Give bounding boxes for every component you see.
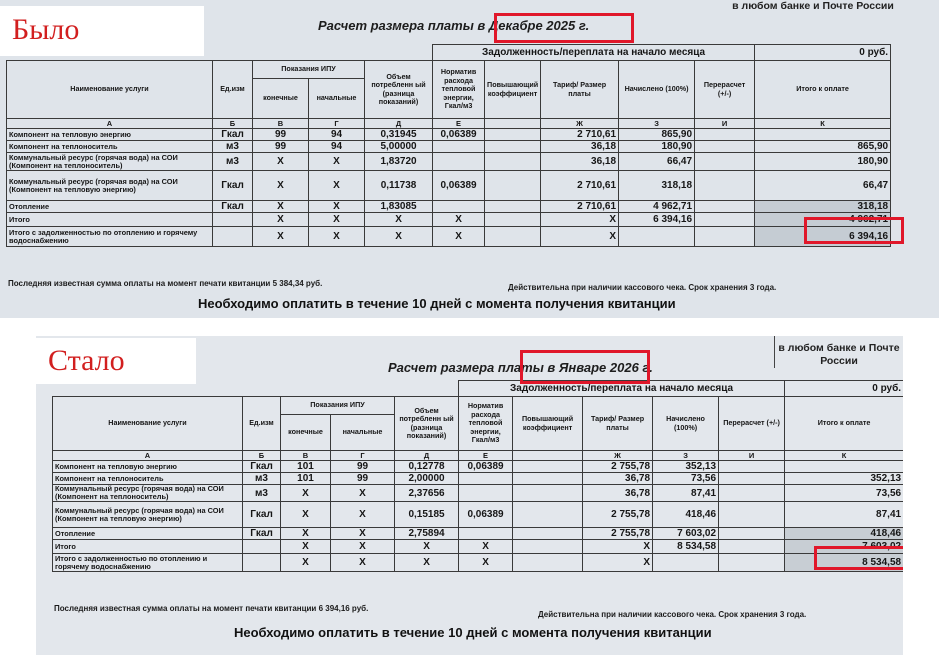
cell-recalc [695, 141, 755, 153]
row-heat-energy [53, 461, 904, 473]
letter-d: Д [365, 119, 433, 129]
cell-service: Коммунальный ресурс (горячая вода) на СОИ (Компонент на тепловую энергию) [7, 171, 213, 201]
cell-accrued: 66,47 [619, 153, 695, 171]
cell-volume: 0,31945 [365, 129, 433, 141]
cell-coef [513, 473, 583, 485]
bank-note: в любом банке и Почте России [732, 0, 894, 12]
cell-recalc [695, 227, 755, 247]
letter-d: Д [395, 451, 459, 461]
cell-accrued: 4 962,71 [619, 201, 695, 213]
cell-tariff: 36,18 [541, 153, 619, 171]
letter-a: А [53, 451, 243, 461]
cell-total: 4 962,71 [755, 213, 891, 227]
charges-table [52, 380, 903, 572]
row-heat-carrier [53, 473, 904, 485]
cell-volume: 5,00000 [365, 141, 433, 153]
cell-service: Итого [53, 540, 243, 554]
cell-recalc [695, 201, 755, 213]
cell-total: 87,41 [785, 502, 903, 528]
header-total: Итого к оплате [755, 61, 891, 119]
cell-tariff: X [541, 213, 619, 227]
caption-before: Было [0, 6, 204, 56]
cell-start: 94 [309, 129, 365, 141]
cell-end: X [281, 485, 331, 502]
letter-blank [513, 451, 583, 461]
cell-tariff: 36,18 [541, 141, 619, 153]
cell-norm [433, 141, 485, 153]
header-ipu-start: начальные [331, 415, 395, 451]
header-ipu-end: конечные [281, 415, 331, 451]
cell-unit: Гкал [243, 502, 281, 528]
cell-recalc [719, 502, 785, 528]
debt-label: Задолженность/переплата на начало месяца [433, 45, 755, 61]
letter-v: В [281, 451, 331, 461]
cell-total: 352,13 [785, 473, 903, 485]
cell-norm [433, 201, 485, 213]
cell-unit: м3 [243, 485, 281, 502]
row-soi-carrier [7, 153, 891, 171]
cell-unit: Гкал [213, 171, 253, 201]
header-volume: Объем потребленн ый (разница показаний) [365, 61, 433, 119]
row-total-with-debt [7, 227, 891, 247]
letter-z: З [653, 451, 719, 461]
header-norm: Норматив расхода тепловой энергии, Гкал/м3 [433, 61, 485, 119]
cell-total: 318,18 [755, 201, 891, 213]
header-recalc: Перерасчет (+/-) [719, 397, 785, 451]
cell-tariff: 2 755,78 [583, 461, 653, 473]
cell-total: 73,56 [785, 485, 903, 502]
cell-service: Отопление [7, 201, 213, 213]
cell-norm: 0,06389 [433, 129, 485, 141]
header-coef: Повышающий коэффициент [513, 397, 583, 451]
cell-tariff: 36,78 [583, 485, 653, 502]
header-unit: Ед.изм [213, 61, 253, 119]
cell-end: X [281, 528, 331, 540]
cell-recalc [695, 171, 755, 201]
letter-g: Г [309, 119, 365, 129]
header-total: Итого к оплате [785, 397, 903, 451]
cell-norm: X [433, 227, 485, 247]
header-accrued: Начислено (100%) [619, 61, 695, 119]
cell-coef [485, 141, 541, 153]
bank-note: в любом банке и Почте России [774, 336, 903, 368]
cell-end: 99 [253, 141, 309, 153]
cell-tariff: 2 710,61 [541, 171, 619, 201]
letter-z: З [619, 119, 695, 129]
cell-coef [485, 129, 541, 141]
cell-recalc [719, 461, 785, 473]
cell-service: Коммунальный ресурс (горячая вода) на СОИ (Компонент на теплоноситель) [53, 485, 243, 502]
cell-service: Коммунальный ресурс (горячая вода) на СОИ (Компонент на тепловую энергию) [53, 502, 243, 528]
row-subtotal [53, 540, 904, 554]
letter-k: К [785, 451, 903, 461]
header-ipu: Показания ИПУ [253, 61, 365, 79]
cell-accrued: 180,90 [619, 141, 695, 153]
cell-coef [485, 201, 541, 213]
letter-k: К [755, 119, 891, 129]
footer-last-payment: Последняя известная сумма оплаты на момент печати квитанции 6 394,16 руб. [54, 604, 369, 613]
cell-norm: 0,06389 [459, 461, 513, 473]
row-soi-energy [7, 171, 891, 201]
cell-unit: Гкал [213, 129, 253, 141]
cell-start: X [309, 201, 365, 213]
cell-total: 865,90 [755, 141, 891, 153]
cell-tariff: X [583, 554, 653, 572]
letter-b: Б [243, 451, 281, 461]
cell-coef [513, 554, 583, 572]
cell-coef [513, 528, 583, 540]
cell-recalc [719, 540, 785, 554]
cell-start: X [331, 485, 395, 502]
cell-service: Компонент на тепловую энергию [53, 461, 243, 473]
cell-norm: X [459, 540, 513, 554]
cell-accrued: 318,18 [619, 171, 695, 201]
cell-recalc [719, 528, 785, 540]
cell-tariff: 2 755,78 [583, 502, 653, 528]
cell-norm [433, 153, 485, 171]
cell-volume: X [365, 213, 433, 227]
cell-start: 99 [331, 461, 395, 473]
cell-accrued: 73,56 [653, 473, 719, 485]
charges-table [6, 44, 891, 247]
cell-service: Компонент на теплоноситель [53, 473, 243, 485]
letter-zh: Ж [583, 451, 653, 461]
receipt-before [0, 0, 939, 318]
cell-coef [513, 502, 583, 528]
cell-unit [243, 540, 281, 554]
header-unit: Ед.изм [243, 397, 281, 451]
cell-unit: м3 [213, 153, 253, 171]
cell-unit [243, 554, 281, 572]
cell-total: 418,46 [785, 528, 903, 540]
cell-norm [459, 473, 513, 485]
cell-total: 66,47 [755, 171, 891, 201]
row-subtotal [7, 213, 891, 227]
cell-end: 99 [253, 129, 309, 141]
cell-volume: 2,37656 [395, 485, 459, 502]
highlight-heating-total [814, 546, 903, 570]
cell-service: Итого с задолженностью по отоплению и горячему водоснабжению [53, 554, 243, 572]
footer-validity: Действительна при наличии кассового чека. Срок хранения 3 года. [538, 610, 807, 619]
cell-volume: 0,12778 [395, 461, 459, 473]
footer-validity: Действительна при наличии кассового чека. Срок хранения 3 года. [508, 283, 777, 292]
cell-service: Итого с задолженностью по отоплению и горячему водоснабжению [7, 227, 213, 247]
letter-g: Г [331, 451, 395, 461]
letter-blank [485, 119, 541, 129]
row-soi-carrier [53, 485, 904, 502]
cell-end: X [281, 540, 331, 554]
header-ipu-start: начальные [309, 79, 365, 119]
row-heating [53, 528, 904, 540]
letter-a: А [7, 119, 213, 129]
cell-accrued: 418,46 [653, 502, 719, 528]
row-heating [7, 201, 891, 213]
cell-recalc [695, 129, 755, 141]
cell-volume: 1,83085 [365, 201, 433, 213]
cell-recalc [719, 485, 785, 502]
cell-accrued: 87,41 [653, 485, 719, 502]
cell-accrued: 865,90 [619, 129, 695, 141]
cell-start: X [309, 227, 365, 247]
cell-start: X [309, 153, 365, 171]
cell-recalc [719, 554, 785, 572]
cell-start: X [309, 213, 365, 227]
cell-volume: 0,11738 [365, 171, 433, 201]
row-soi-energy [53, 502, 904, 528]
cell-norm: X [433, 213, 485, 227]
cell-start: X [331, 554, 395, 572]
debt-value: 0 руб. [755, 45, 891, 61]
cell-volume: X [395, 554, 459, 572]
cell-unit: м3 [243, 473, 281, 485]
cell-service: Итого [7, 213, 213, 227]
letter-zh: Ж [541, 119, 619, 129]
cell-norm [459, 485, 513, 502]
cell-unit: Гкал [213, 201, 253, 213]
cell-unit [213, 213, 253, 227]
letter-e: Е [433, 119, 485, 129]
cell-total: 8 534,58 [785, 554, 903, 572]
cell-coef [485, 213, 541, 227]
highlight-month [494, 13, 634, 43]
header-service: Наименование услуги [7, 61, 213, 119]
cell-recalc [719, 473, 785, 485]
cell-volume: X [365, 227, 433, 247]
cell-end: X [253, 201, 309, 213]
cell-tariff: X [583, 540, 653, 554]
cell-end: 101 [281, 461, 331, 473]
receipt-title: Расчет размера платы в Декабре 2025 г. [318, 18, 590, 33]
cell-end: X [253, 153, 309, 171]
cell-service: Компонент на тепловую энергию [7, 129, 213, 141]
cell-unit: Гкал [243, 461, 281, 473]
cell-accrued: 8 534,58 [653, 540, 719, 554]
cell-service: Компонент на теплоноситель [7, 141, 213, 153]
cell-coef [513, 461, 583, 473]
cell-service: Отопление [53, 528, 243, 540]
cell-start: 94 [309, 141, 365, 153]
cell-total [785, 461, 903, 473]
cell-coef [485, 171, 541, 201]
cell-start: X [331, 528, 395, 540]
header-norm: Норматив расхода тепловой энергии, Гкал/м3 [459, 397, 513, 451]
debt-value: 0 руб. [785, 381, 903, 397]
receipt-title: Расчет размера платы в Январе 2026 г. [388, 360, 653, 375]
receipt-after [36, 336, 903, 655]
caption-after: Стало [36, 338, 196, 384]
header-volume: Объем потребленн ый (разница показаний) [395, 397, 459, 451]
letter-i: И [695, 119, 755, 129]
row-heat-energy [7, 129, 891, 141]
cell-unit: м3 [213, 141, 253, 153]
cell-accrued: 6 394,16 [619, 213, 695, 227]
cell-end: X [253, 213, 309, 227]
header-recalc: Перерасчет (+/-) [695, 61, 755, 119]
header-coef: Повышающий коэффициент [485, 61, 541, 119]
cell-total: 180,90 [755, 153, 891, 171]
cell-coef [485, 227, 541, 247]
header-accrued: Начислено (100%) [653, 397, 719, 451]
header-ipu-end: конечные [253, 79, 309, 119]
letter-e: Е [459, 451, 513, 461]
cell-end: X [281, 502, 331, 528]
cell-volume: 2,00000 [395, 473, 459, 485]
header-ipu: Показания ИПУ [281, 397, 395, 415]
row-total-with-debt [53, 554, 904, 572]
header-tariff: Тариф/ Размер платы [583, 397, 653, 451]
row-heat-carrier [7, 141, 891, 153]
pay-within-notice: Необходимо оплатить в течение 10 дней с момента получения квитанции [198, 296, 676, 311]
cell-total: 7 603,02 [785, 540, 903, 554]
cell-total [755, 129, 891, 141]
cell-coef [513, 485, 583, 502]
cell-start: X [309, 171, 365, 201]
cell-accrued: 7 603,02 [653, 528, 719, 540]
cell-end: 101 [281, 473, 331, 485]
footer-last-payment: Последняя известная сумма оплаты на момент печати квитанции 5 384,34 руб. [8, 279, 323, 288]
cell-norm: X [459, 554, 513, 572]
cell-accrued [619, 227, 695, 247]
cell-coef [485, 153, 541, 171]
cell-unit [213, 227, 253, 247]
cell-tariff: 2 710,61 [541, 129, 619, 141]
cell-volume: 1,83720 [365, 153, 433, 171]
cell-volume: 2,75894 [395, 528, 459, 540]
cell-tariff: 2 755,78 [583, 528, 653, 540]
cell-service: Коммунальный ресурс (горячая вода) на СОИ (Компонент на теплоноситель) [7, 153, 213, 171]
cell-accrued: 352,13 [653, 461, 719, 473]
cell-norm [459, 528, 513, 540]
letter-v: В [253, 119, 309, 129]
cell-accrued [653, 554, 719, 572]
cell-recalc [695, 153, 755, 171]
debt-label: Задолженность/переплата на начало месяца [459, 381, 785, 397]
header-tariff: Тариф/ Размер платы [541, 61, 619, 119]
pay-within-notice: Необходимо оплатить в течение 10 дней с момента получения квитанции [234, 625, 712, 640]
cell-end: X [281, 554, 331, 572]
cell-coef [513, 540, 583, 554]
cell-total: 6 394,16 [755, 227, 891, 247]
cell-tariff: 2 710,61 [541, 201, 619, 213]
cell-start: X [331, 502, 395, 528]
highlight-month [520, 350, 650, 384]
cell-start: 99 [331, 473, 395, 485]
cell-end: X [253, 227, 309, 247]
cell-norm: 0,06389 [433, 171, 485, 201]
cell-volume: 0,15185 [395, 502, 459, 528]
letter-i: И [719, 451, 785, 461]
cell-unit: Гкал [243, 528, 281, 540]
highlight-heating-total [804, 217, 904, 244]
cell-volume: X [395, 540, 459, 554]
cell-end: X [253, 171, 309, 201]
cell-norm: 0,06389 [459, 502, 513, 528]
cell-tariff: X [541, 227, 619, 247]
header-service: Наименование услуги [53, 397, 243, 451]
cell-tariff: 36,78 [583, 473, 653, 485]
letter-b: Б [213, 119, 253, 129]
cell-recalc [695, 213, 755, 227]
cell-start: X [331, 540, 395, 554]
